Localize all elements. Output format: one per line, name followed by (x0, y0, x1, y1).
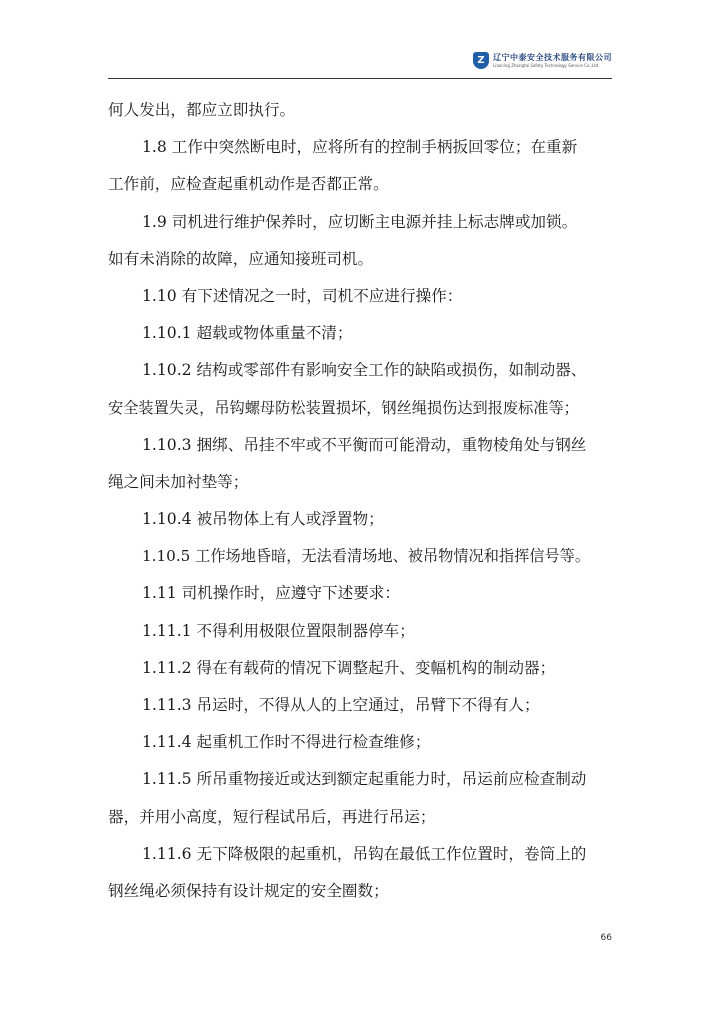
body-line: 1.11.2 得在有载荷的情况下调整起升、变幅机构的制动器； (142, 658, 556, 677)
body-line: 1.10.3 捆绑、吊挂不牢或不平衡而可能滑动，重物棱角处与钢丝 (142, 435, 587, 454)
body-line: 如有未消除的故障，应通知接班司机。 (108, 249, 374, 268)
page-header (108, 50, 612, 79)
company-name-block (493, 54, 612, 68)
document-body (108, 92, 614, 910)
body-line: 1.10.4 被吊物体上有人或浮置物； (142, 510, 384, 529)
body-line: 绳之间未加衬垫等； (108, 472, 249, 491)
page-number: 66 (600, 933, 612, 943)
body-line: 1.8 工作中突然断电时，应将所有的控制手柄扳回零位；在重新 (142, 138, 578, 157)
body-line: 1.11 司机操作时，应遵守下述要求： (142, 584, 400, 603)
body-line: 安全装置失灵，吊钩螺母防松装置损坏，钢丝绳损伤达到报废标准等； (108, 398, 579, 417)
company-name-cn: 辽宁中泰安全技术服务有限公司 (493, 52, 612, 62)
body-line: 钢丝绳必须保持有设计规定的安全圈数； (108, 881, 389, 900)
body-line: 1.10 有下述情况之一时，司机不应进行操作： (142, 286, 463, 305)
body-line: 1.11.3 吊运时，不得从人的上空通过，吊臂下不得有人； (142, 696, 540, 714)
body-line: 1.11.4 起重机工作时不得进行检查维修； (142, 733, 431, 752)
body-line: 1.10.5 工作场地昏暗，无法看清场地、被吊物情况和指挥信号等。 (142, 547, 591, 566)
body-line: 1.10.2 结构或零部件有影响安全工作的缺陷或损伤，如制动器、 (142, 361, 587, 380)
body-line: 1.9 司机进行维护保养时，应切断主电源并挂上标志牌或加锁。 (142, 212, 578, 231)
body-line: 1.11.1 不得利用极限位置限制器停车； (142, 621, 415, 640)
body-line: 1.11.5 所吊重物接近或达到额定起重能力时，吊运前应检查制动 (142, 770, 587, 789)
company-logo-icon: Z (473, 52, 489, 69)
company-logo (473, 52, 612, 69)
body-line: 器，并用小高度，短行程试吊后，再进行吊运； (108, 807, 436, 826)
body-line: 1.10.1 超载或物体重量不清； (142, 324, 353, 343)
body-line: 1.11.6 无下降极限的起重机，吊钩在最低工作位置时，卷筒上的 (142, 844, 587, 863)
company-name-en: Liaoning Zhongtai Safety Technology Service Co.,Ltd. (493, 62, 600, 68)
body-line: 何人发出，都应立即执行。 (108, 101, 296, 119)
body-line: 工作前，应检查起重机动作是否都正常。 (108, 175, 389, 194)
